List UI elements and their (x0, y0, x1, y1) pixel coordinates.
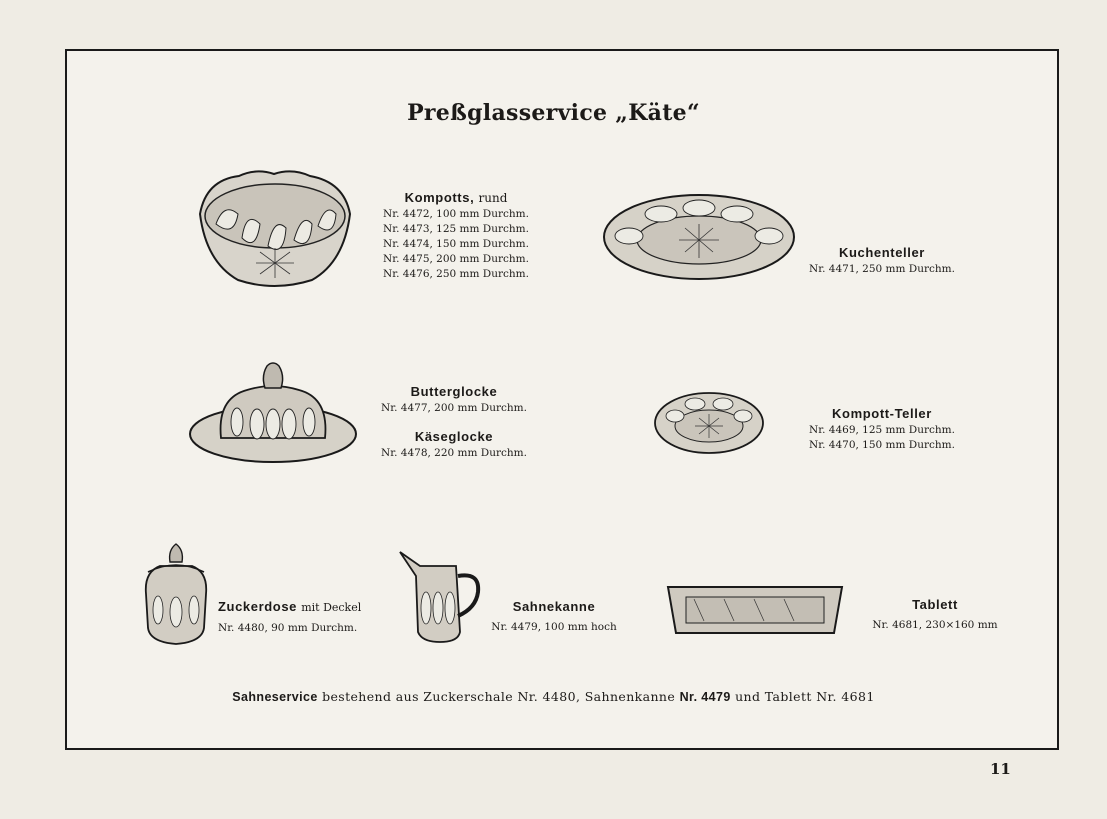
kuchenteller-line-1: Nr. 4471, 250 mm Durchm. (809, 263, 955, 275)
kaeseglocke-name: Käseglocke (414, 429, 494, 444)
sahnekanne-illustration (398, 546, 484, 644)
tablett-block (860, 596, 1010, 633)
zuckerdose-line-1: Nr. 4480, 90 mm Durchm. (218, 622, 358, 634)
kompott-teller-line-1: Nr. 4469, 125 mm Durchm. (809, 424, 955, 436)
kompotts-line-1: Nr. 4472, 100 mm Durchm. (383, 208, 529, 220)
kompott-teller-name: Kompott-Teller (832, 406, 932, 421)
footer-text-1: bestehend aus Zuckerschale Nr. 4480, Sahnenkanne (317, 689, 680, 704)
kompott-teller-line-2: Nr. 4470, 150 mm Durchm. (809, 439, 955, 451)
kuchenteller-illustration (601, 192, 797, 284)
butterglocke-name: Butterglocke (410, 384, 498, 399)
kompotts-line-3: Nr. 4474, 150 mm Durchm. (383, 238, 529, 250)
kuchenteller-block (806, 244, 958, 277)
tablett-name: Tablett (912, 597, 958, 612)
sahnekanne-name: Sahnekanne (512, 599, 596, 614)
tablett-illustration (664, 583, 846, 639)
kuchenteller-name: Kuchenteller (839, 245, 925, 260)
sahneservice-footer (0, 689, 1107, 704)
page-title: Preßglasservice „Käte“ (407, 100, 700, 126)
zuckerdose-sub: mit Deckel (301, 601, 362, 614)
kaeseglocke-block (378, 428, 530, 461)
zuckerdose-name: Zuckerdose (218, 599, 297, 614)
zuckerdose-illustration (140, 542, 212, 646)
kompotts-line-5: Nr. 4476, 250 mm Durchm. (383, 268, 529, 280)
sahnekanne-line-1: Nr. 4479, 100 mm hoch (491, 621, 617, 633)
sahnekanne-block (480, 598, 628, 635)
kompotts-line-4: Nr. 4475, 200 mm Durchm. (383, 253, 529, 265)
kompotts-sub: rund (478, 191, 508, 205)
kompotts-name: Kompotts, (404, 190, 475, 205)
kompott-teller-block (806, 405, 958, 453)
butterglocke-block (378, 383, 530, 416)
footer-bold-2: Nr. 4479 (679, 690, 731, 704)
kompott-bowl-illustration (194, 166, 356, 292)
butterglocke-illustration (187, 358, 359, 468)
zuckerdose-block (218, 598, 378, 636)
footer-bold-1: Sahneservice (232, 690, 318, 704)
kompotts-block (380, 189, 532, 282)
tablett-line-1: Nr. 4681, 230×160 mm (872, 619, 998, 631)
kompott-teller-illustration (653, 390, 765, 456)
butterglocke-line-1: Nr. 4477, 200 mm Durchm. (381, 402, 527, 414)
kompotts-line-2: Nr. 4473, 125 mm Durchm. (383, 223, 529, 235)
footer-text-2: und Tablett Nr. 4681 (730, 689, 875, 704)
kaeseglocke-line-1: Nr. 4478, 220 mm Durchm. (381, 447, 527, 459)
page-number: 11 (990, 760, 1011, 778)
